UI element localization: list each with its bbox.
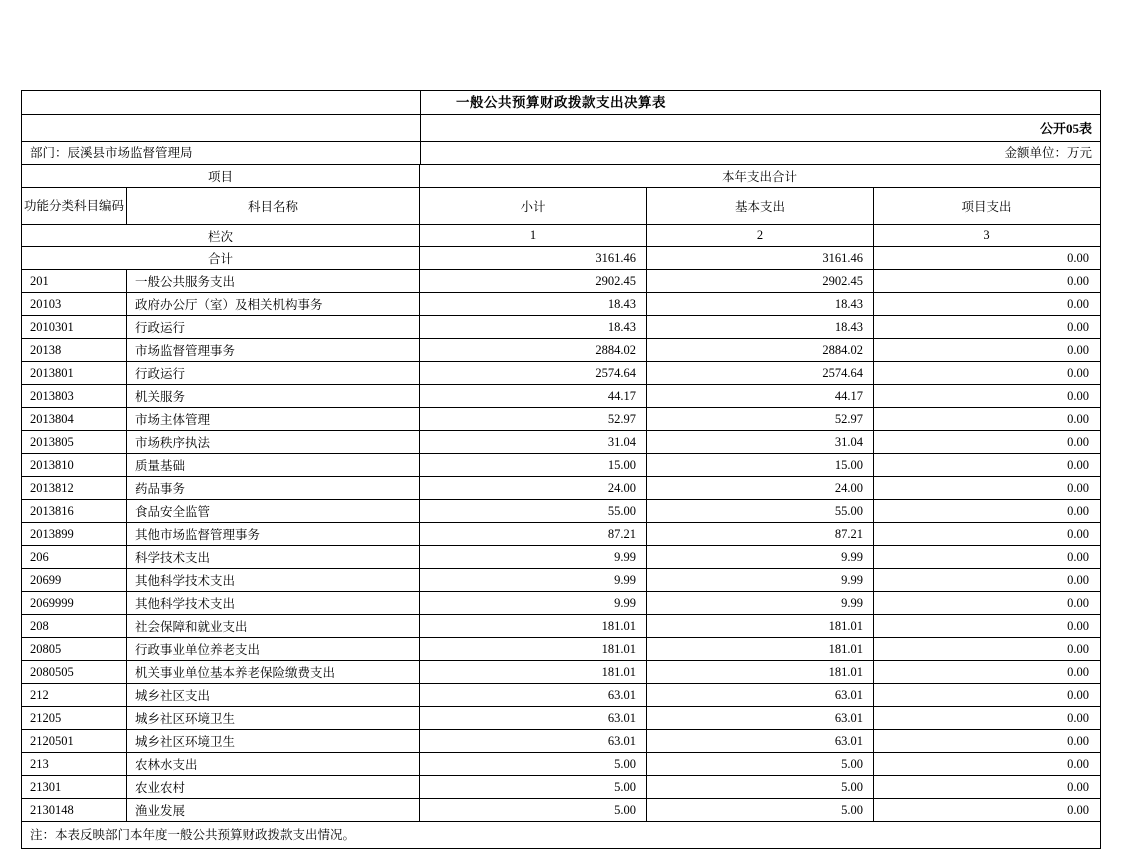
- row-name: 食品安全监管: [127, 500, 420, 522]
- row-code: 2010301: [22, 316, 127, 338]
- group-header-total: 本年支出合计: [721, 170, 797, 184]
- row-subtotal: 9.99: [420, 592, 647, 614]
- row-project: 0.00: [1067, 733, 1089, 748]
- row-code: 2013803: [22, 385, 127, 407]
- row-name: 一般公共服务支出: [127, 270, 420, 292]
- table-row: [22, 293, 1100, 316]
- row-name: 农林水支出: [127, 753, 420, 775]
- table-row: [22, 615, 1100, 638]
- total-basic: 3161.46: [647, 247, 874, 269]
- row-project: 0.00: [1067, 802, 1089, 817]
- row-basic: 2902.45: [647, 270, 874, 292]
- table-row-total: [22, 247, 1100, 270]
- total-project: 0.00: [1067, 250, 1089, 265]
- amount-unit: 金额单位：万元: [1004, 146, 1092, 160]
- row-subtotal: 9.99: [420, 569, 647, 591]
- row-code: 2013804: [22, 408, 127, 430]
- row-code: 213: [22, 753, 127, 775]
- row-subtotal: 63.01: [420, 730, 647, 752]
- table-row: [22, 799, 1100, 822]
- column-header-subtotal: 小计: [420, 188, 647, 224]
- row-subtotal: 87.21: [420, 523, 647, 545]
- table-row: [22, 546, 1100, 569]
- column-header-basic: 基本支出: [647, 188, 874, 224]
- row-code: 212: [22, 684, 127, 706]
- row-subtotal: 2884.02: [420, 339, 647, 361]
- row-code: 20805: [22, 638, 127, 660]
- department-divider: [420, 142, 421, 164]
- row-name: 渔业发展: [127, 799, 420, 821]
- row-name: 市场主体管理: [127, 408, 420, 430]
- row-basic: 2574.64: [647, 362, 874, 384]
- column-header-project: 项目支出: [961, 200, 1012, 214]
- row-subtotal: 2902.45: [420, 270, 647, 292]
- row-code: 21301: [22, 776, 127, 798]
- row-subtotal: 52.97: [420, 408, 647, 430]
- table-row: [22, 661, 1100, 684]
- row-name: 社会保障和就业支出: [127, 615, 420, 637]
- row-basic: 52.97: [647, 408, 874, 430]
- row-code: 2069999: [22, 592, 127, 614]
- row-name: 科学技术支出: [127, 546, 420, 568]
- row-subtotal: 63.01: [420, 684, 647, 706]
- row-basic: 9.99: [647, 569, 874, 591]
- table-body: [22, 270, 1100, 822]
- row-basic: 24.00: [647, 477, 874, 499]
- row-project: 0.00: [1067, 687, 1089, 702]
- column-index-label: 栏次: [22, 225, 420, 246]
- row-project: 0.00: [1067, 618, 1089, 633]
- row-code: 2013816: [22, 500, 127, 522]
- row-project: 0.00: [1067, 503, 1089, 518]
- table-row: [22, 500, 1100, 523]
- row-basic: 5.00: [647, 776, 874, 798]
- row-subtotal: 24.00: [420, 477, 647, 499]
- row-code: 2013801: [22, 362, 127, 384]
- row-name: 其他科学技术支出: [127, 569, 420, 591]
- row-subtotal: 31.04: [420, 431, 647, 453]
- row-name: 行政运行: [127, 316, 420, 338]
- table-row: [22, 385, 1100, 408]
- column-header-row: [22, 188, 1100, 225]
- row-name: 机关服务: [127, 385, 420, 407]
- row-project: 0.00: [1067, 710, 1089, 725]
- table-row: [22, 707, 1100, 730]
- table-row: [22, 362, 1100, 385]
- row-subtotal: 55.00: [420, 500, 647, 522]
- row-name: 市场秩序执法: [127, 431, 420, 453]
- row-subtotal: 5.00: [420, 776, 647, 798]
- row-subtotal: 15.00: [420, 454, 647, 476]
- table-row: [22, 569, 1100, 592]
- table-note: 注：本表反映部门本年度一般公共预算财政拨款支出情况。: [30, 828, 356, 842]
- row-name: 行政事业单位养老支出: [127, 638, 420, 660]
- row-code: 208: [22, 615, 127, 637]
- row-project: 0.00: [1067, 319, 1089, 334]
- column-header-name: 科目名称: [127, 188, 420, 224]
- row-basic: 63.01: [647, 707, 874, 729]
- row-basic: 44.17: [647, 385, 874, 407]
- table-row: [22, 776, 1100, 799]
- column-index-row: [22, 225, 1100, 247]
- row-basic: 5.00: [647, 799, 874, 821]
- row-subtotal: 181.01: [420, 615, 647, 637]
- row-basic: 5.00: [647, 753, 874, 775]
- row-name: 其他科学技术支出: [127, 592, 420, 614]
- department-row: [22, 142, 1100, 165]
- table-row: [22, 684, 1100, 707]
- row-basic: 18.43: [647, 316, 874, 338]
- table-row: [22, 339, 1100, 362]
- row-name: 农业农村: [127, 776, 420, 798]
- row-code: 2013899: [22, 523, 127, 545]
- row-basic: 181.01: [647, 615, 874, 637]
- row-code: 2130148: [22, 799, 127, 821]
- total-label: 合计: [22, 247, 420, 269]
- table-row: [22, 753, 1100, 776]
- row-basic: 181.01: [647, 661, 874, 683]
- row-subtotal: 44.17: [420, 385, 647, 407]
- row-project: 0.00: [1067, 664, 1089, 679]
- row-project: 0.00: [1067, 273, 1089, 288]
- row-code: 2013810: [22, 454, 127, 476]
- row-project: 0.00: [1067, 595, 1089, 610]
- column-header-code: 功能分类科目编码: [22, 188, 127, 224]
- row-code: 20103: [22, 293, 127, 315]
- row-subtotal: 63.01: [420, 707, 647, 729]
- row-name: 城乡社区支出: [127, 684, 420, 706]
- table-row: [22, 592, 1100, 615]
- row-code: 21205: [22, 707, 127, 729]
- row-code: 201: [22, 270, 127, 292]
- row-name: 城乡社区环境卫生: [127, 707, 420, 729]
- row-project: 0.00: [1067, 756, 1089, 771]
- row-code: 2013812: [22, 477, 127, 499]
- row-basic: 55.00: [647, 500, 874, 522]
- row-subtotal: 181.01: [420, 638, 647, 660]
- total-subtotal: 3161.46: [420, 247, 647, 269]
- table-row: [22, 454, 1100, 477]
- row-basic: 181.01: [647, 638, 874, 660]
- row-name: 行政运行: [127, 362, 420, 384]
- column-index-1: 1: [420, 225, 647, 246]
- row-code: 2080505: [22, 661, 127, 683]
- row-name: 政府办公厅（室）及相关机构事务: [127, 293, 420, 315]
- row-basic: 9.99: [647, 546, 874, 568]
- row-name: 城乡社区环境卫生: [127, 730, 420, 752]
- row-name: 其他市场监督管理事务: [127, 523, 420, 545]
- public-form-number: 公开05表: [1039, 121, 1092, 136]
- row-project: 0.00: [1067, 526, 1089, 541]
- row-project: 0.00: [1067, 342, 1089, 357]
- budget-expenditure-table: [21, 90, 1101, 849]
- table-row: [22, 730, 1100, 753]
- row-project: 0.00: [1067, 641, 1089, 656]
- row-basic: 31.04: [647, 431, 874, 453]
- row-project: 0.00: [1067, 296, 1089, 311]
- row-project: 0.00: [1067, 779, 1089, 794]
- row-name: 药品事务: [127, 477, 420, 499]
- subtitle-divider: [420, 115, 421, 141]
- group-header-item: 项目: [22, 165, 420, 187]
- row-project: 0.00: [1067, 572, 1089, 587]
- row-subtotal: 2574.64: [420, 362, 647, 384]
- row-project: 0.00: [1067, 457, 1089, 472]
- row-code: 206: [22, 546, 127, 568]
- row-basic: 87.21: [647, 523, 874, 545]
- row-project: 0.00: [1067, 411, 1089, 426]
- row-basic: 2884.02: [647, 339, 874, 361]
- table-row: [22, 431, 1100, 454]
- row-name: 机关事业单位基本养老保险缴费支出: [127, 661, 420, 683]
- table-title-row: [22, 91, 1100, 115]
- title-divider: [420, 91, 421, 114]
- row-code: 2120501: [22, 730, 127, 752]
- row-code: 20699: [22, 569, 127, 591]
- row-basic: 15.00: [647, 454, 874, 476]
- page-title: 一般公共预算财政拨款支出决算表: [456, 95, 666, 110]
- row-subtotal: 9.99: [420, 546, 647, 568]
- row-subtotal: 5.00: [420, 753, 647, 775]
- table-row: [22, 270, 1100, 293]
- public-label-row: [22, 115, 1100, 142]
- row-basic: 63.01: [647, 730, 874, 752]
- row-project: 0.00: [1067, 480, 1089, 495]
- table-row: [22, 477, 1100, 500]
- column-index-3: 3: [983, 228, 990, 242]
- row-basic: 9.99: [647, 592, 874, 614]
- row-code: 2013805: [22, 431, 127, 453]
- column-index-2: 2: [647, 225, 874, 246]
- row-name: 市场监督管理事务: [127, 339, 420, 361]
- table-row: [22, 408, 1100, 431]
- table-row: [22, 638, 1100, 661]
- row-basic: 18.43: [647, 293, 874, 315]
- row-name: 质量基础: [127, 454, 420, 476]
- row-code: 20138: [22, 339, 127, 361]
- row-project: 0.00: [1067, 549, 1089, 564]
- row-project: 0.00: [1067, 388, 1089, 403]
- group-header-row: [22, 165, 1100, 188]
- row-subtotal: 5.00: [420, 799, 647, 821]
- department-name: 部门：辰溪县市场监督管理局: [30, 146, 193, 160]
- row-project: 0.00: [1067, 365, 1089, 380]
- row-project: 0.00: [1067, 434, 1089, 449]
- table-row: [22, 523, 1100, 546]
- row-subtotal: 181.01: [420, 661, 647, 683]
- table-row: [22, 316, 1100, 339]
- row-subtotal: 18.43: [420, 293, 647, 315]
- row-subtotal: 18.43: [420, 316, 647, 338]
- row-basic: 63.01: [647, 684, 874, 706]
